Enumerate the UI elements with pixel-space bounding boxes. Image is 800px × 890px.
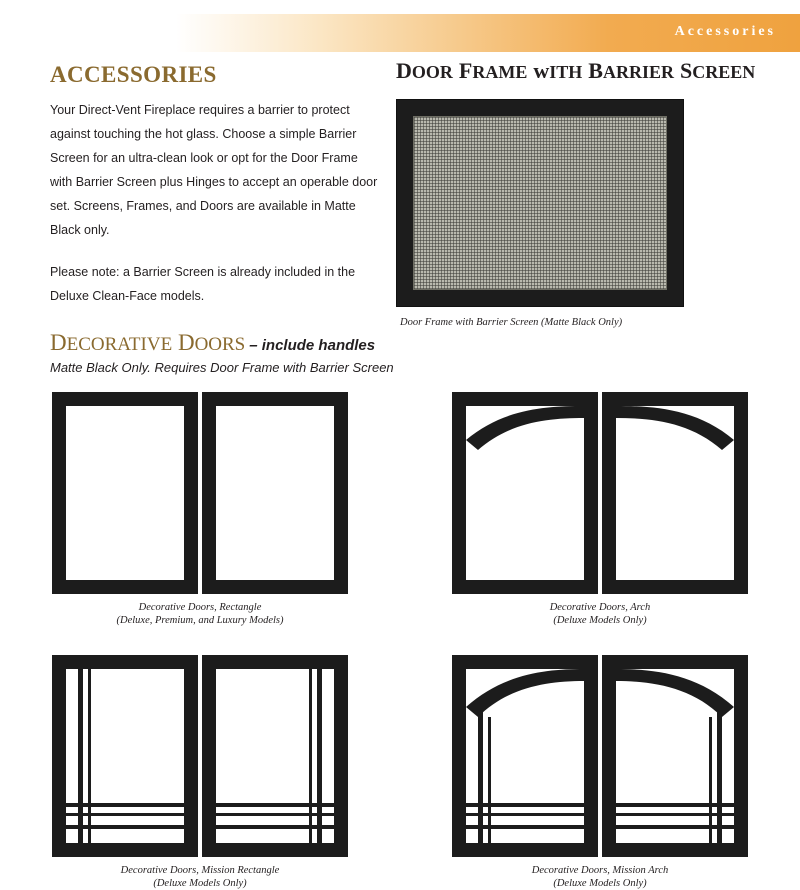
accessories-column [50, 62, 380, 326]
door-caption-arch [450, 601, 750, 627]
door-frame-title: DOOR FRAME wITH BARRIER SCREEN [396, 58, 756, 83]
door-caption-mission-rectangle-line1: Decorative Doors, Mission Rectangle [120, 865, 280, 876]
door-art-rectangle [52, 392, 348, 594]
door-row [50, 655, 750, 890]
door-caption-mission-rectangle-line2: (Deluxe Models Only) [153, 878, 247, 889]
barrier-screen-image [396, 99, 684, 307]
decorative-doors-heading [50, 330, 750, 356]
door-cell-mission-arch [450, 655, 750, 890]
decorative-doors-heading-suffix: – include handles [249, 337, 376, 354]
accessories-paragraph-1: Your Direct-Vent Fireplace requires a barrier to protect against touching the hot glass. Choose a simple Barrier Screen for an ultra-clean look or opt for the Door Frame with Barrier Screen plus Hinges to accept an operable door set. Screens, Frames, and Doors are available in Matte Black only. [50, 103, 378, 237]
page-title: ACCESSORIES [50, 62, 217, 87]
door-caption-mission-arch-line1: Decorative Doors, Mission Arch [531, 865, 669, 876]
barrier-screen-mesh [413, 116, 667, 290]
accessories-paragraph-2: Please note: a Barrier Screen is already included in the Deluxe Clean-Face models. [50, 265, 356, 303]
door-caption-mission-rectangle [50, 864, 350, 890]
door-caption-arch-line2: (Deluxe Models Only) [553, 615, 647, 626]
door-art-arch [452, 392, 748, 594]
door-caption-arch-line1: Decorative Doors, Arch [549, 602, 651, 613]
door-frame-column [396, 58, 756, 330]
door-caption-rectangle-line2: (Deluxe, Premium, and Luxury Models) [116, 615, 284, 626]
door-caption-rectangle-line1: Decorative Doors, Rectangle [138, 602, 262, 613]
door-cell-arch [450, 392, 750, 627]
decorative-doors-heading-text: DECORATIVE DOORS [50, 330, 246, 355]
door-cell-rectangle [50, 392, 350, 627]
door-art-mission-rectangle [52, 655, 348, 857]
header-banner [0, 14, 800, 52]
door-caption-mission-arch [450, 864, 750, 890]
decorative-doors-section [50, 330, 750, 375]
door-caption-rectangle [50, 601, 350, 627]
header-banner-title: Accessories [674, 24, 776, 39]
door-cell-mission-rectangle [50, 655, 350, 890]
door-caption-mission-arch-line2: (Deluxe Models Only) [553, 878, 647, 889]
decorative-doors-subheading: Matte Black Only. Requires Door Frame with Barrier Screen [50, 360, 394, 375]
door-art-mission-arch [452, 655, 748, 857]
door-row [50, 392, 750, 627]
decorative-doors-grid [50, 392, 750, 890]
barrier-screen-caption: Door Frame with Barrier Screen (Matte Black Only) [400, 317, 623, 328]
